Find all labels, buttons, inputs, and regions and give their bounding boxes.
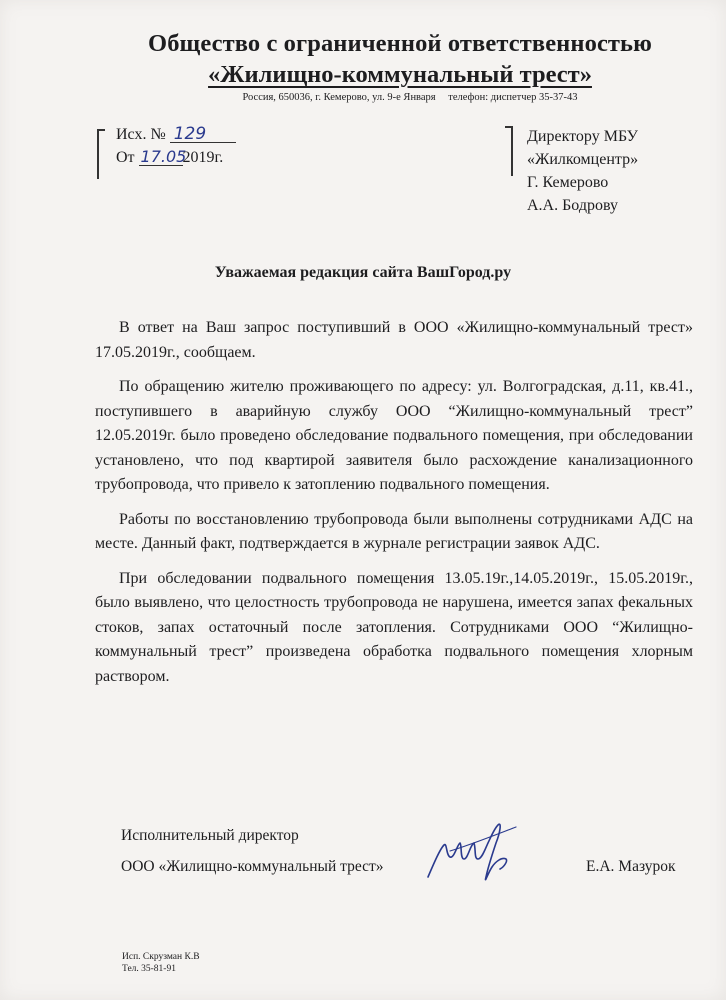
outgoing-date [116, 149, 223, 167]
outgoing-bracket [97, 129, 99, 179]
executor-name: Исп. Скрузман К.В [122, 952, 200, 962]
outgoing-number [116, 126, 236, 144]
letterhead-org-type: Общество с ограниченной ответственностью [148, 30, 652, 57]
outgoing-number-label: Исх. № [116, 126, 166, 143]
signer-organization: ООО «Жилищно-коммунальный трест» [121, 858, 384, 875]
addressee-line: Г. Кемерово [527, 174, 609, 191]
executor-phone: Тел. 35-81-91 [122, 964, 176, 974]
signer-name: Е.А. Мазурок [586, 858, 676, 875]
signer-position: Исполнительный директор [121, 827, 299, 844]
salutation: Уважаемая редакция сайта ВашГород.ру [214, 264, 512, 281]
outgoing-date-handwritten: 17.05 [140, 147, 187, 166]
body-paragraph: В ответ на Ваш запрос поступивший в ООО «Жилищно-коммунальный трест» 17.05.2019г., сообщаем. [95, 319, 693, 361]
letterhead-org-name: «Жилищно-коммунальный трест» [208, 61, 592, 88]
letterhead-contacts [150, 92, 670, 103]
letterhead-address: Россия, 650036, г. Кемерово, ул. 9-е Января [242, 92, 436, 103]
outgoing-date-year: 2019г. [182, 149, 224, 166]
outgoing-date-label: От [116, 149, 135, 166]
addressee-block [527, 125, 638, 217]
outgoing-number-handwritten: 129 [170, 126, 236, 143]
addressee-line: А.А. Бодрову [527, 197, 618, 214]
letter-body [95, 316, 693, 699]
addressee-bracket [511, 126, 513, 176]
body-paragraph: Работы по восстановлению трубопровода были выполнены сотрудниками АДС на месте. Данный факт, подтверждается в журнале регистрации заявок АДС. [95, 510, 693, 552]
body-paragraph: По обращению жителю проживающего по адресу: ул. Волгоградская, д.11, кв.41., поступившего в аварийную службу ООО “Жилищно-коммунальный трест” 12.05.2019г. было проведено обследование подвального помещения, при обследовании установлено, что под квартирой заявителя было расхождение канализационного трубопровода, что привело к затоплению подвального помещения. [95, 378, 693, 493]
addressee-line: «Жилкомцентр» [527, 151, 639, 168]
body-paragraph: При обследовании подвального помещения 13.05.19г.,14.05.2019г., 15.05.2019г., было выявлено, что целостность трубопровода не нарушена, имеется запах фекальных стоков, запах остаточный после затопления. Сотрудниками ООО “Жилищно-коммунальный трест” произведена обработка подвального помещения хлорным раствором. [95, 569, 693, 685]
handwritten-signature [420, 815, 525, 890]
letterhead-phone: телефон: диспетчер 35-37-43 [448, 92, 578, 103]
addressee-line: Директору МБУ [527, 128, 638, 145]
